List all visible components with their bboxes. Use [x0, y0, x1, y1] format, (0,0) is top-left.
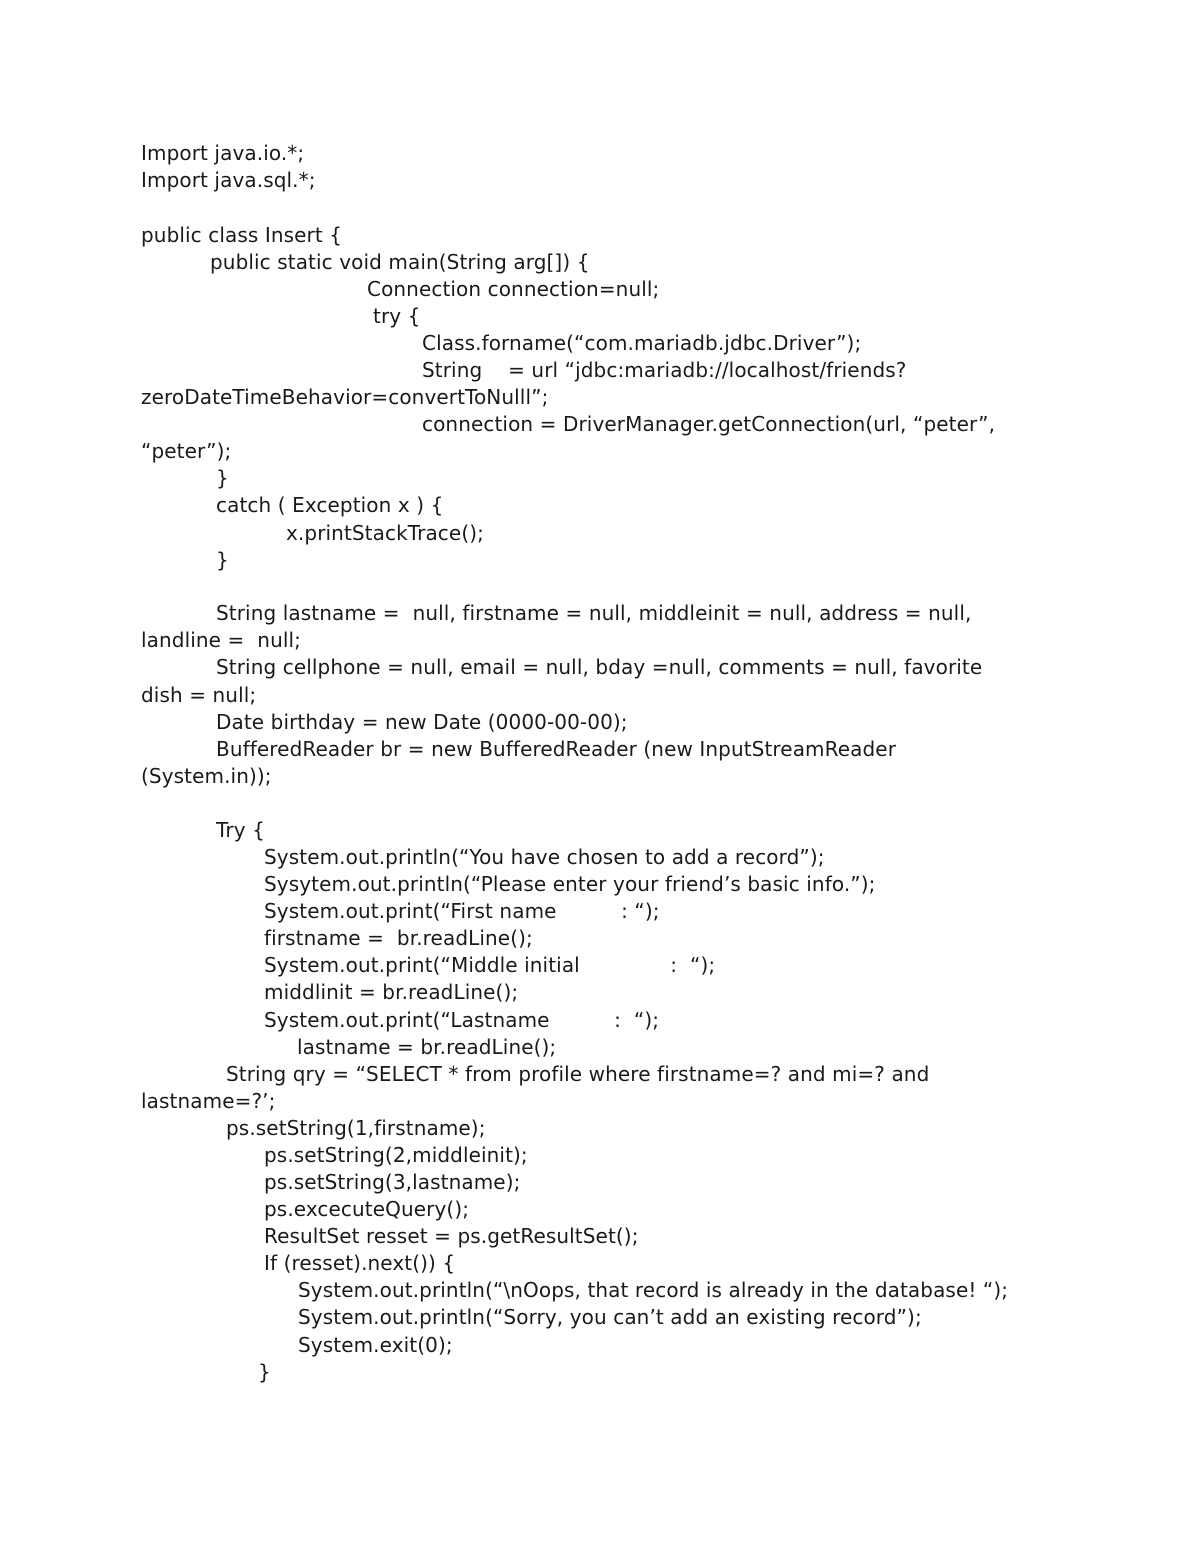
code-line: lastname=?’; — [141, 1089, 276, 1113]
code-line: Connection connection=null; — [367, 277, 660, 301]
code-line: ps.setString(3,lastname); — [264, 1170, 521, 1194]
code-line: (System.in)); — [141, 764, 272, 788]
code-line: BufferedReader br = new BufferedReader (new InputStreamReader — [216, 737, 897, 761]
code-line: String cellphone = null, email = null, bday =null, comments = null, favorite — [216, 655, 983, 679]
code-line: catch ( Exception x ) { — [216, 493, 444, 517]
code-line: String qry = “SELECT * from profile where firstname=? and mi=? and — [226, 1062, 930, 1086]
code-line: System.out.print(“Lastname : “); — [264, 1008, 660, 1032]
code-line: ps.setString(1,firstname); — [226, 1116, 486, 1140]
code-line: lastname = br.readLine(); — [297, 1035, 557, 1059]
code-line: try { — [373, 304, 421, 328]
code-line: connection = DriverManager.getConnection(url, “peter”, — [422, 412, 996, 436]
code-line: “peter”); — [141, 439, 232, 463]
code-line: ResultSet resset = ps.getResultSet(); — [264, 1224, 639, 1248]
code-line: zeroDateTimeBehavior=convertToNulll”; — [141, 385, 549, 409]
code-line: ps.excecuteQuery(); — [264, 1197, 470, 1221]
code-line: } — [216, 548, 229, 572]
code-line: Import java.io.*; — [141, 141, 305, 165]
code-line: x.printStackTrace(); — [286, 521, 484, 545]
code-line: firstname = br.readLine(); — [264, 926, 533, 950]
code-line: ps.setString(2,middleinit); — [264, 1143, 528, 1167]
code-line: Import java.sql.*; — [141, 168, 316, 192]
code-line: Sysytem.out.println(“Please enter your friend’s basic info.”); — [264, 872, 876, 896]
code-line: System.exit(0); — [298, 1333, 453, 1357]
code-line: System.out.println(“\nOops, that record is already in the database! “); — [298, 1278, 1009, 1302]
code-line: public class Insert { — [141, 223, 343, 247]
code-line: String = url “jdbc:mariadb://localhost/friends? — [422, 358, 907, 382]
code-line: middlinit = br.readLine(); — [264, 980, 519, 1004]
code-line: If (resset).next()) { — [264, 1251, 456, 1275]
code-line: Date birthday = new Date (0000-00-00); — [216, 710, 628, 734]
code-line: System.out.print(“First name : “); — [264, 899, 660, 923]
code-line: public static void main(String arg[]) { — [210, 250, 590, 274]
code-line: } — [216, 466, 229, 490]
code-line: String lastname = null, firstname = null, middleinit = null, address = null, — [216, 601, 972, 625]
code-line: Class.forname(“com.mariadb.jdbc.Driver”); — [422, 331, 862, 355]
code-line: System.out.println(“You have chosen to add a record”); — [264, 845, 825, 869]
code-line: } — [258, 1360, 271, 1384]
code-line: dish = null; — [141, 683, 257, 707]
code-line: Try { — [216, 818, 265, 842]
code-line: System.out.print(“Middle initial : “); — [264, 953, 716, 977]
code-line: System.out.println(“Sorry, you can’t add an existing record”); — [298, 1305, 922, 1329]
code-line: landline = null; — [141, 628, 302, 652]
